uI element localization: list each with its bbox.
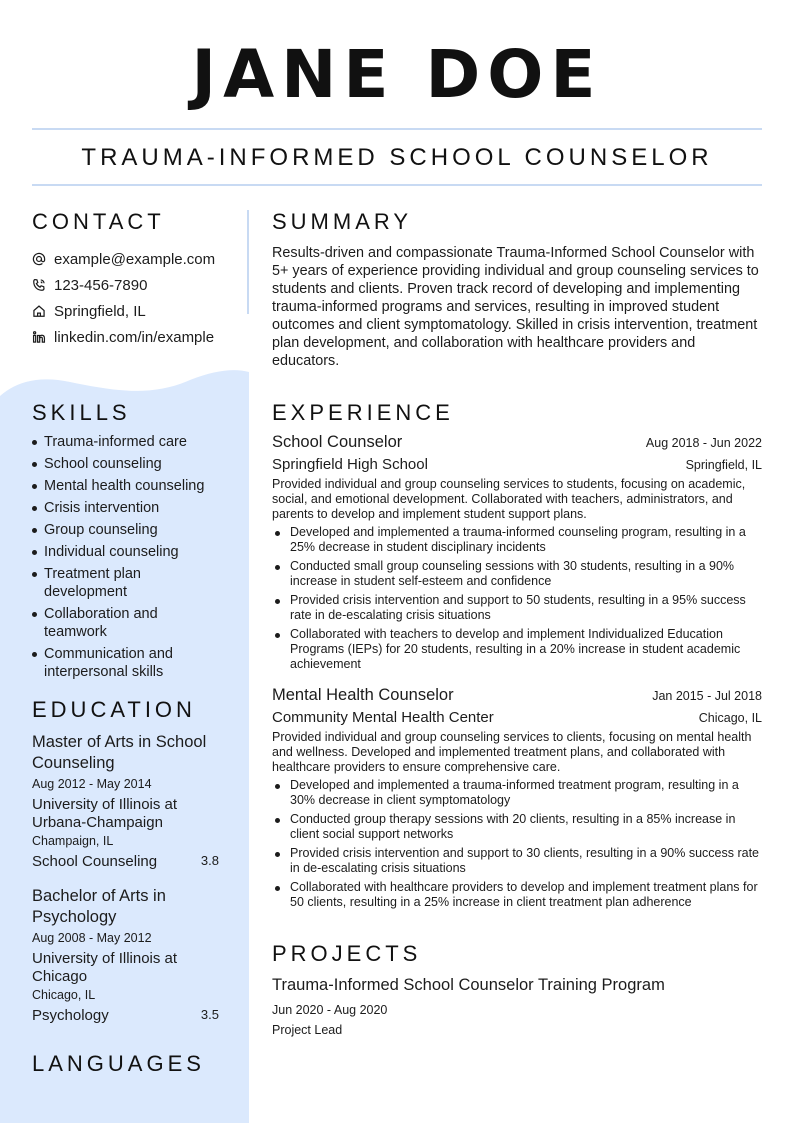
resume-name: JANE DOE xyxy=(191,36,603,113)
project-entry xyxy=(272,976,762,1037)
sidebar xyxy=(32,208,232,1076)
job-bullet: Provided crisis intervention and support to 50 students, resulting in a 95% success rate in de-escalating crisis situations xyxy=(272,593,762,623)
skill-item: Mental health counseling xyxy=(32,477,232,495)
job-entry xyxy=(272,686,762,910)
job-header-row xyxy=(272,686,762,705)
experience-title: EXPERIENCE xyxy=(272,400,454,425)
skills-list xyxy=(32,433,232,681)
project-role: Project Lead xyxy=(272,1023,343,1037)
summary-title: SUMMARY xyxy=(272,209,413,234)
education-field: Psychology xyxy=(32,1007,109,1024)
contact-phone[interactable] xyxy=(32,272,232,298)
job-bullet: Collaborated with healthcare providers to develop and implement treatment plans for 50 clients, resulting in a 25% increase in client treatment plan adherence xyxy=(272,880,762,910)
education-gpa: 3.5 xyxy=(200,1007,219,1022)
job-title: School Counselor xyxy=(272,433,403,451)
education-section xyxy=(32,696,227,1024)
job-bullets xyxy=(272,525,762,672)
projects-title: PROJECTS xyxy=(272,941,422,966)
header-top-divider xyxy=(32,128,762,130)
education-school: University of Illinois at Chicago xyxy=(32,950,178,985)
education-title: EDUCATION xyxy=(32,697,196,722)
project-name: Trauma-Informed School Counselor Training Program xyxy=(272,976,665,994)
contact-phone-text: 123-456-7890 xyxy=(54,276,148,294)
job-date: Aug 2018 - Jun 2022 xyxy=(645,436,762,450)
languages-section xyxy=(32,1050,232,1088)
job-date: Jan 2015 - Jul 2018 xyxy=(652,689,762,703)
job-company-row xyxy=(272,709,762,726)
job-bullet: Collaborated with teachers to develop and implement Individualized Education Programs (IEPs) for 20 students, resulting in a 20% increase in student academic achievement xyxy=(272,627,762,672)
job-company-row xyxy=(272,456,762,473)
job-location: Springfield, IL xyxy=(685,458,762,472)
job-header-row xyxy=(272,433,762,452)
contact-email-text: example@example.com xyxy=(54,250,216,268)
contact-linkedin[interactable] xyxy=(32,324,232,350)
job-bullet: Developed and implemented a trauma-informed counseling program, resulting in a 25% decrease in student disciplinary incidents xyxy=(272,525,762,555)
linkedin-icon xyxy=(32,330,46,344)
contact-location xyxy=(32,298,232,324)
main-content xyxy=(272,208,762,1037)
experience-section xyxy=(272,399,762,914)
home-icon xyxy=(32,304,46,318)
project-date: Jun 2020 - Aug 2020 xyxy=(272,1003,388,1017)
header-bottom-divider xyxy=(32,184,762,186)
summary-section xyxy=(272,208,762,370)
education-date: Aug 2008 - May 2012 xyxy=(32,931,152,945)
education-entry xyxy=(32,886,227,1024)
job-company: Springfield High School xyxy=(272,456,428,473)
skill-item: Group counseling xyxy=(32,521,232,539)
contact-section xyxy=(32,208,232,350)
skill-item: School counseling xyxy=(32,455,232,473)
contact-linkedin-text: linkedin.com/in/example xyxy=(54,328,215,346)
skills-section xyxy=(32,399,232,685)
education-location: Chicago, IL xyxy=(32,988,96,1002)
sidebar-divider xyxy=(247,210,249,314)
job-bullet: Developed and implemented a trauma-informed treatment program, resulting in a 30% decrease in client symptomatology xyxy=(272,778,762,808)
job-description: Provided individual and group counseling services to students, focusing on academic, social, and emotional development. Collaborated with teachers, administrators, and parents to develop and implement student support plans. xyxy=(272,477,746,521)
job-bullets xyxy=(272,778,762,910)
education-location: Champaign, IL xyxy=(32,834,114,848)
skill-item: Communication and interpersonal skills xyxy=(32,645,219,681)
job-title: Mental Health Counselor xyxy=(272,686,454,704)
education-date: Aug 2012 - May 2014 xyxy=(32,777,152,791)
skill-item: Collaboration and teamwork xyxy=(32,605,184,641)
job-bullet: Conducted group therapy sessions with 20 clients, resulting in a 85% increase in client social support networks xyxy=(272,812,762,842)
summary-text: Results-driven and compassionate Trauma-Informed School Counselor with 5+ years of experience providing individual and group counseling services to students and clients. Proven track record of developing and implementing trauma-informed programs and services, resulting in improved student outcomes and client symptomatology. Skilled in crisis intervention, treatment plan development, and collaboration with healthcare providers and educators. xyxy=(272,245,759,369)
job-location: Chicago, IL xyxy=(698,711,762,725)
job-bullet: Conducted small group counseling sessions with 30 students, resulting in a 90% increase in student self-esteem and confidence xyxy=(272,559,762,589)
contact-location-text: Springfield, IL xyxy=(54,302,146,320)
languages-title: LANGUAGES xyxy=(32,1051,205,1076)
skill-item: Crisis intervention xyxy=(32,499,232,517)
at-icon xyxy=(32,252,46,266)
job-bullet: Provided crisis intervention and support to 30 clients, resulting in a 90% success rate in de-escalating crisis situations xyxy=(272,846,762,876)
resume-headline: TRAUMA-INFORMED SCHOOL COUNSELOR xyxy=(81,144,713,171)
education-gpa: 3.8 xyxy=(200,853,219,868)
phone-icon xyxy=(32,278,46,292)
skill-item: Individual counseling xyxy=(32,543,232,561)
projects-section xyxy=(272,940,762,1037)
job-description: Provided individual and group counseling services to clients, focusing on mental health and wellness. Developed and implemented treatment plans, and collaborated with healthcare providers to ensure comprehensive care. xyxy=(272,730,752,774)
education-field-row xyxy=(32,1007,227,1024)
contact-title: CONTACT xyxy=(32,209,165,234)
education-degree: Master of Arts in School Counseling xyxy=(32,733,207,772)
skills-title: SKILLS xyxy=(32,400,131,425)
education-field-row xyxy=(32,853,227,870)
job-entry xyxy=(272,433,762,672)
skill-item: Trauma-informed care xyxy=(32,433,232,451)
education-school: University of Illinois at Urbana-Champaign xyxy=(32,796,178,831)
education-field: School Counseling xyxy=(32,853,158,870)
education-entry xyxy=(32,732,227,870)
skill-item: Treatment plan development xyxy=(32,565,164,601)
education-degree: Bachelor of Arts in Psychology xyxy=(32,887,166,926)
job-company: Community Mental Health Center xyxy=(272,709,494,726)
contact-email[interactable] xyxy=(32,246,232,272)
